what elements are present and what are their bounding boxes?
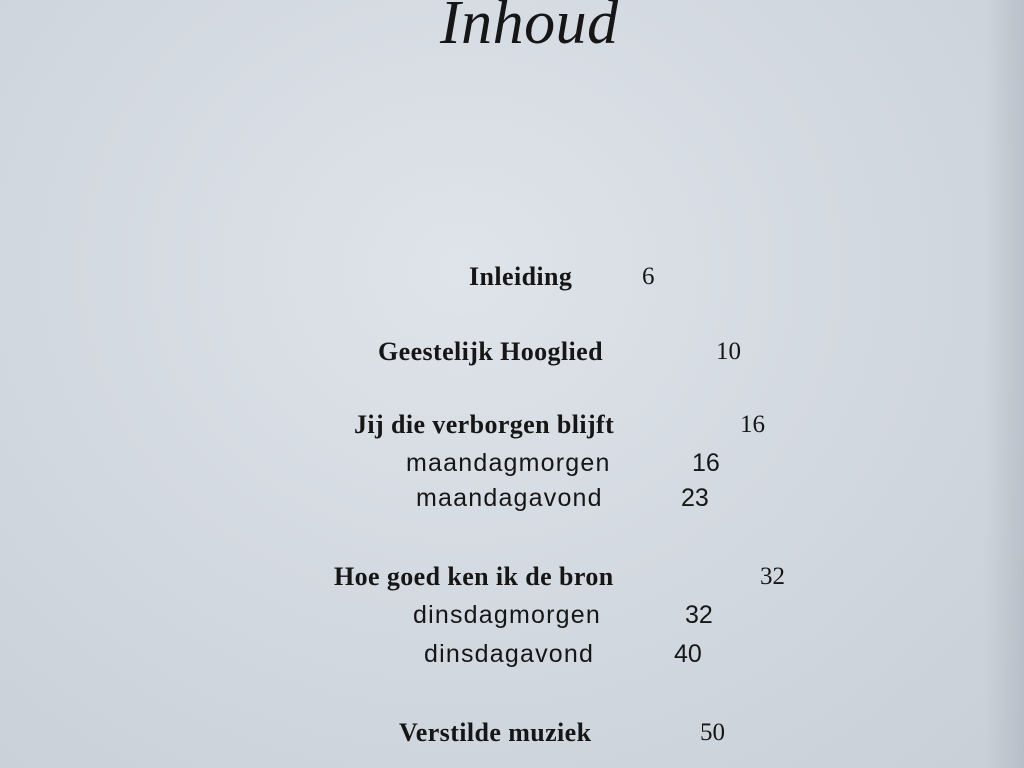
toc-chapter-entry (334, 562, 785, 591)
page-title: Inhoud (440, 0, 619, 57)
toc-chapter-entry (399, 718, 725, 747)
toc-entry-label: Jij die verborgen blijft (354, 410, 615, 439)
toc-page-number: 16 (692, 449, 720, 477)
toc-entry-label: dinsdagmorgen (413, 601, 601, 629)
toc-section-entry (416, 484, 709, 512)
toc-section-entry (413, 601, 713, 629)
toc-entry-label: maandagmorgen (406, 449, 611, 477)
toc-section-entry (424, 640, 702, 668)
toc-entry-label: maandagavond (416, 484, 603, 512)
toc-chapter-entry (378, 337, 741, 366)
toc-chapter-entry (354, 410, 765, 439)
toc-entry-label: dinsdagavond (424, 640, 595, 668)
toc-chapter-entry (469, 262, 655, 291)
toc-page-number: 10 (716, 338, 741, 365)
toc-page-number: 32 (760, 563, 785, 590)
toc-entry-label: Verstilde muziek (399, 718, 592, 747)
toc-section-entry (406, 449, 720, 477)
toc-page-number: 50 (700, 719, 725, 746)
toc-page-number: 6 (642, 263, 655, 290)
toc-entry-label: Hoe goed ken ik de bron (334, 562, 614, 591)
toc-page-number: 32 (685, 601, 713, 629)
toc-entry-label: Geestelijk Hooglied (378, 337, 603, 366)
toc-page-number: 23 (681, 484, 709, 512)
toc-entry-label: Inleiding (469, 262, 573, 291)
toc-page-number: 40 (674, 640, 702, 668)
toc-page-number: 16 (740, 411, 765, 438)
